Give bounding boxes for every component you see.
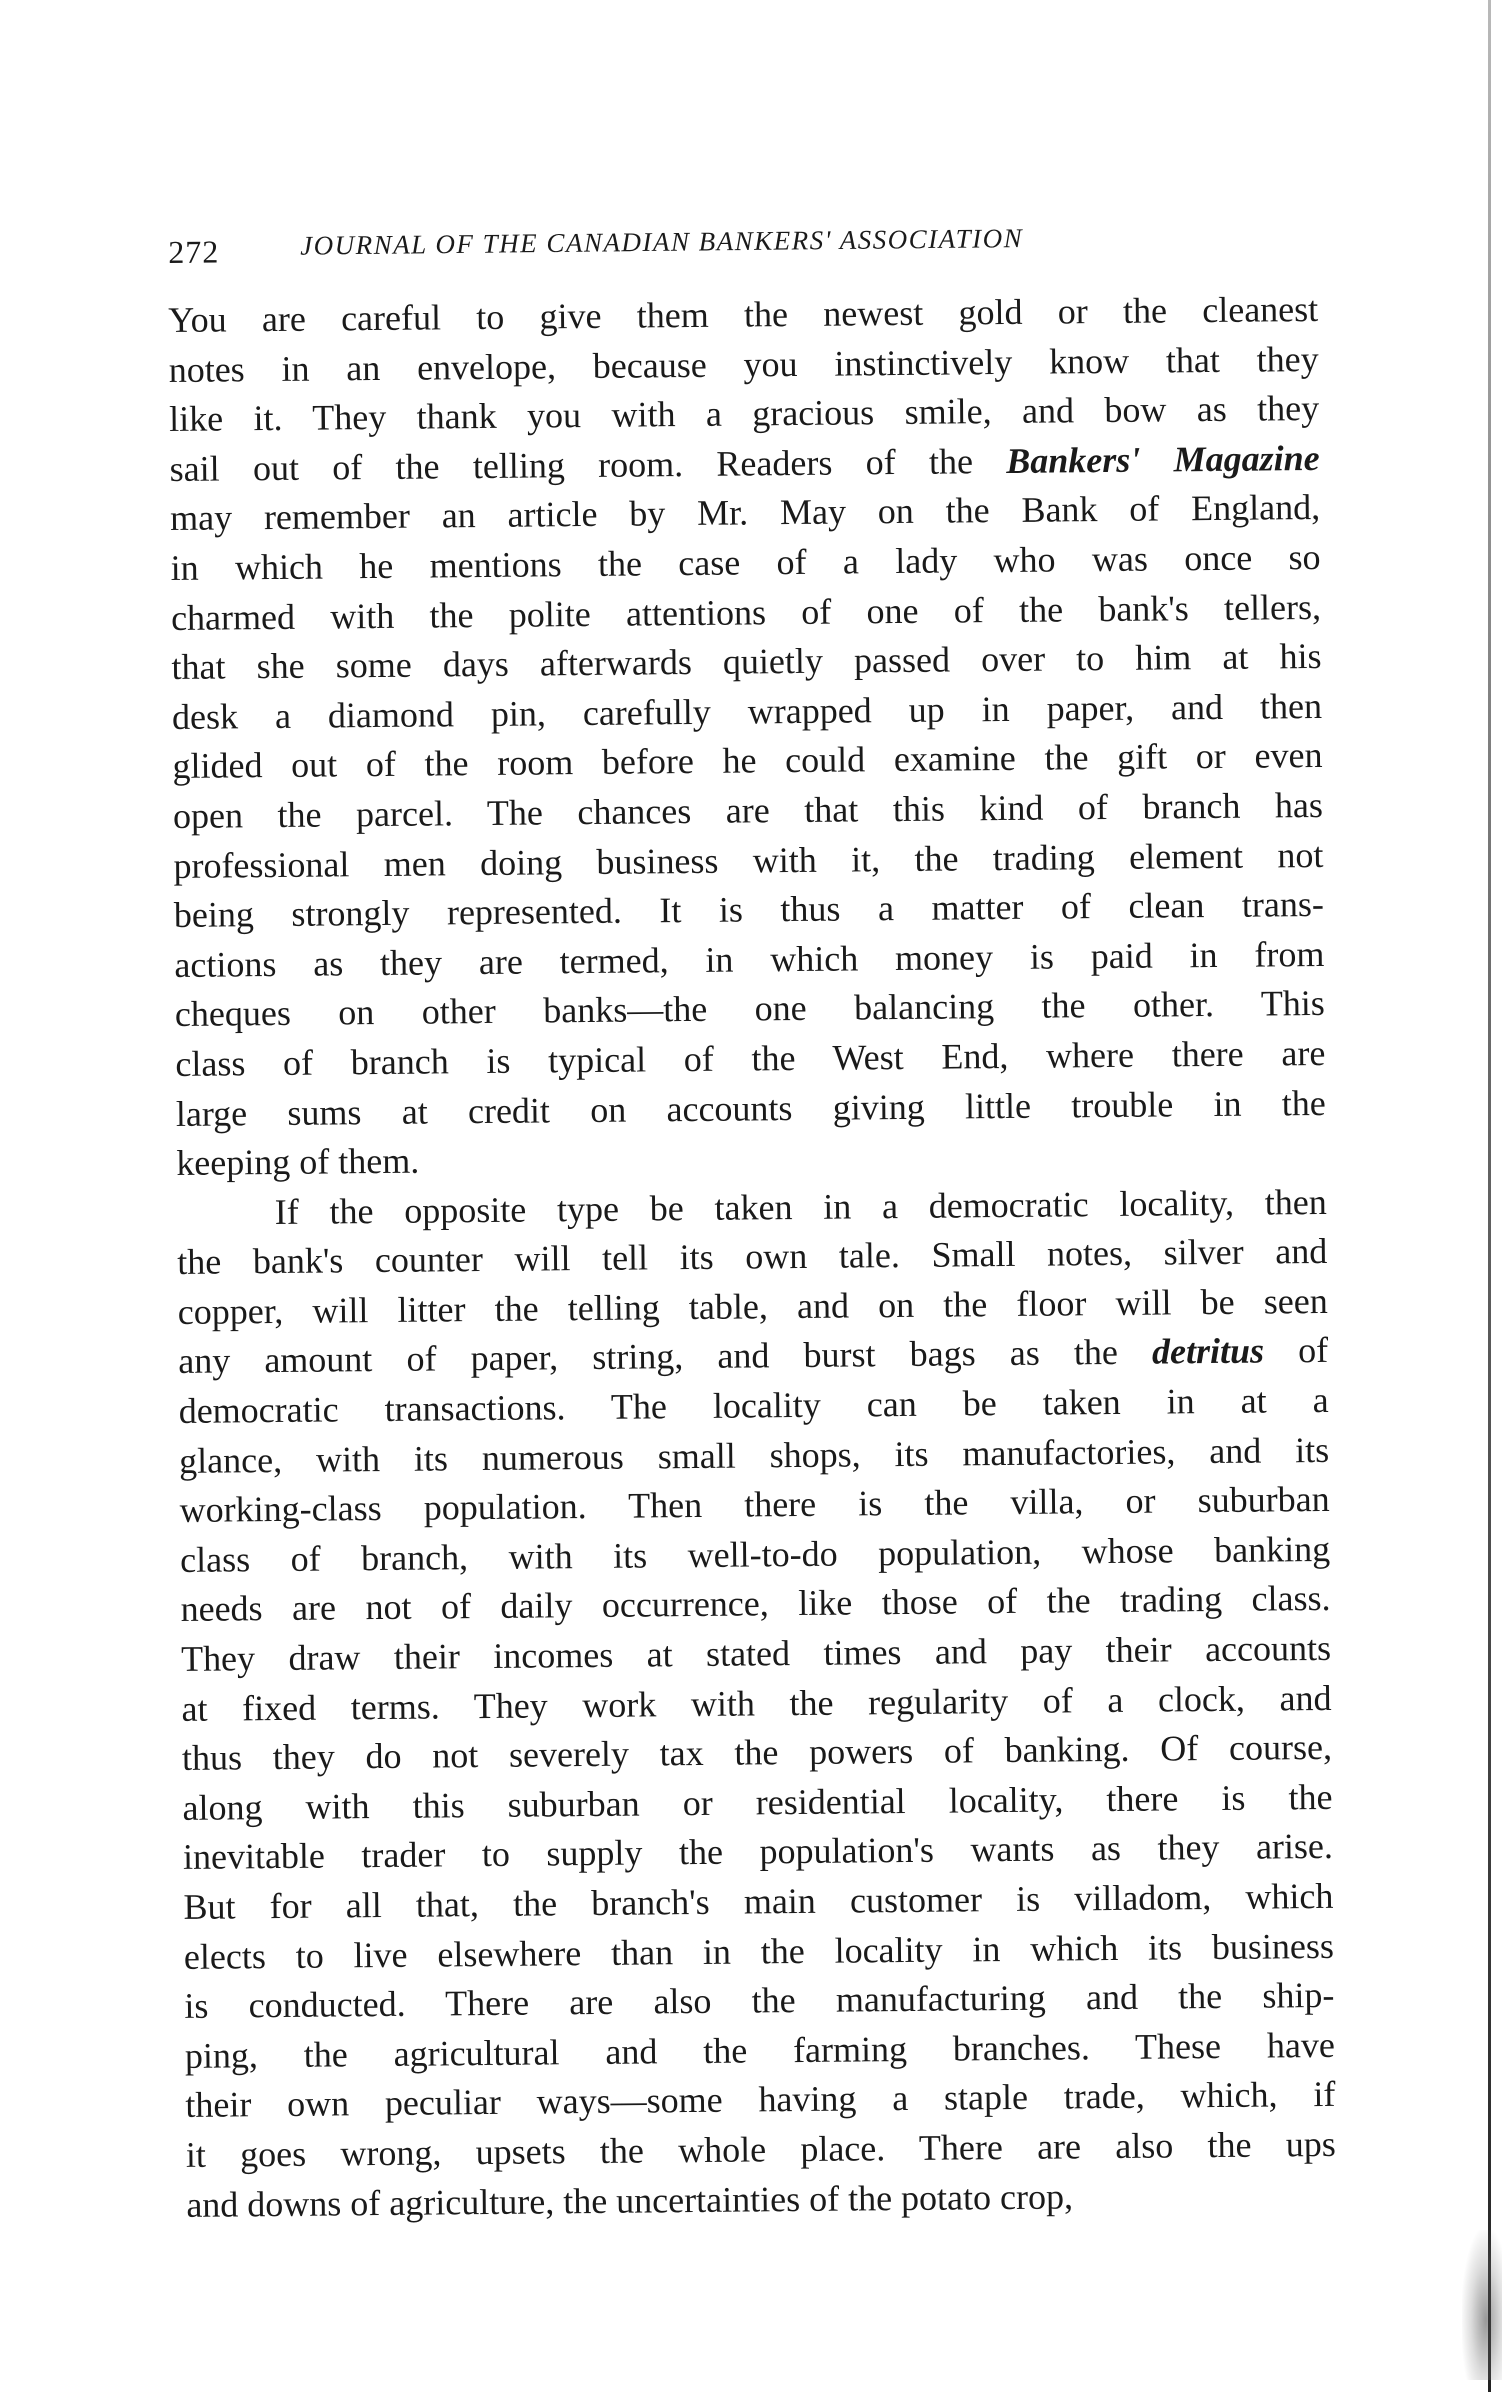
text-line: class of branch is typical of the West End, where there are: [175, 1032, 1326, 1084]
text-line: elects to live elsewhere than in the locality in which its business: [183, 1925, 1335, 1977]
page-header: [168, 219, 1228, 278]
text-line: They draw their incomes at stated times and pay their accounts: [180, 1627, 1332, 1679]
text-line: and downs of agriculture, the uncertainties of the potato crop,: [186, 2175, 1074, 2225]
text-line: the bank's counter will tell its own tale. Small notes, silver and: [177, 1231, 1328, 1283]
text-line: working-class population. Then there is the villa, or suburban: [179, 1479, 1330, 1531]
text-line: along with this suburban or residential locality, there is the: [182, 1776, 1333, 1828]
text-line: their own peculiar ways—some having a staple trade, which, if: [185, 2074, 1336, 2126]
text-line: like it. They thank you with a gracious smile, and bow as they: [168, 388, 1320, 440]
text-line: charmed with the polite attentions of one of the bank's tellers,: [170, 586, 1322, 638]
text-line: glided out of the room before he could examine the gift or even: [172, 735, 1323, 787]
text-line: democratic transactions. The locality can be taken in at a: [178, 1379, 1329, 1432]
binding-shadow: [1462, 2230, 1502, 2380]
text-line: at fixed terms. They work with the regularity of a clock, and: [181, 1677, 1332, 1729]
text-line: actions as they are termed, in which money is paid in from: [174, 933, 1325, 985]
text-line: any amount of paper, string, and burst bags as the detritus of: [178, 1330, 1329, 1382]
text-line: But for all that, the branch's main customer is villadom, which: [183, 1875, 1334, 1927]
text-line: cheques on other banks—the one balancing the other. This: [174, 983, 1326, 1035]
paragraph: [168, 285, 1347, 1189]
text-line: may remember an article by Mr. May on the Bank of England,: [169, 487, 1321, 539]
text-line: needs are not of daily occurrence, like those of the trading class.: [180, 1578, 1331, 1630]
text-line: You are careful to give them the newest gold or the cleanest: [168, 288, 1319, 340]
text-line: inevitable trader to supply the population's wants as they arise.: [182, 1826, 1334, 1878]
text-line: open the parcel. The chances are that this kind of branch has: [172, 784, 1324, 836]
text-line: glance, with its numerous small shops, its manufactories, and its: [178, 1429, 1330, 1481]
text-line: in which he mentions the case of a lady who was once so: [170, 536, 1321, 588]
text-line: ping, the agricultural and the farming branches. These have: [184, 2024, 1336, 2076]
text-line: copper, will litter the telling table, and on the floor will be seen: [177, 1280, 1328, 1332]
text-line: class of branch, with its well-to-do population, whose banking: [179, 1528, 1331, 1580]
text-line: is conducted. There are also the manufacturing and the ship-: [184, 1975, 1335, 2027]
text-line: it goes wrong, upsets the whole place. There are also the ups: [185, 2123, 1336, 2175]
text-line: desk a diamond pin, carefully wrapped up in paper, and then: [171, 685, 1323, 737]
text-line: sail out of the telling room. Readers of the Bankers' Magazine: [169, 437, 1320, 489]
page-edge-shadow: [1488, 0, 1491, 2392]
text-line: that she some days afterwards quietly passed over to him at his: [171, 636, 1322, 688]
text-line: professional men doing business with it, the trading element not: [173, 834, 1324, 886]
body-text: [168, 285, 1357, 2230]
text-line: thus they do not severely tax the powers of banking. Of course,: [181, 1727, 1333, 1779]
text-line: keeping of them.: [176, 1140, 420, 1184]
running-head: JOURNAL OF THE CANADIAN BANKERS' ASSOCIATION: [300, 223, 1024, 261]
text-line: being strongly represented. It is thus a matter of clean trans-: [173, 884, 1325, 936]
page-number: 272: [168, 233, 220, 270]
paragraph: [177, 1177, 1357, 2230]
text-line: notes in an envelope, because you instinctively know that they: [168, 338, 1319, 390]
text-line: large sums at credit on accounts giving little trouble in the: [175, 1082, 1326, 1134]
text-line: If the opposite type be taken in a democratic locality, then: [274, 1181, 1327, 1232]
